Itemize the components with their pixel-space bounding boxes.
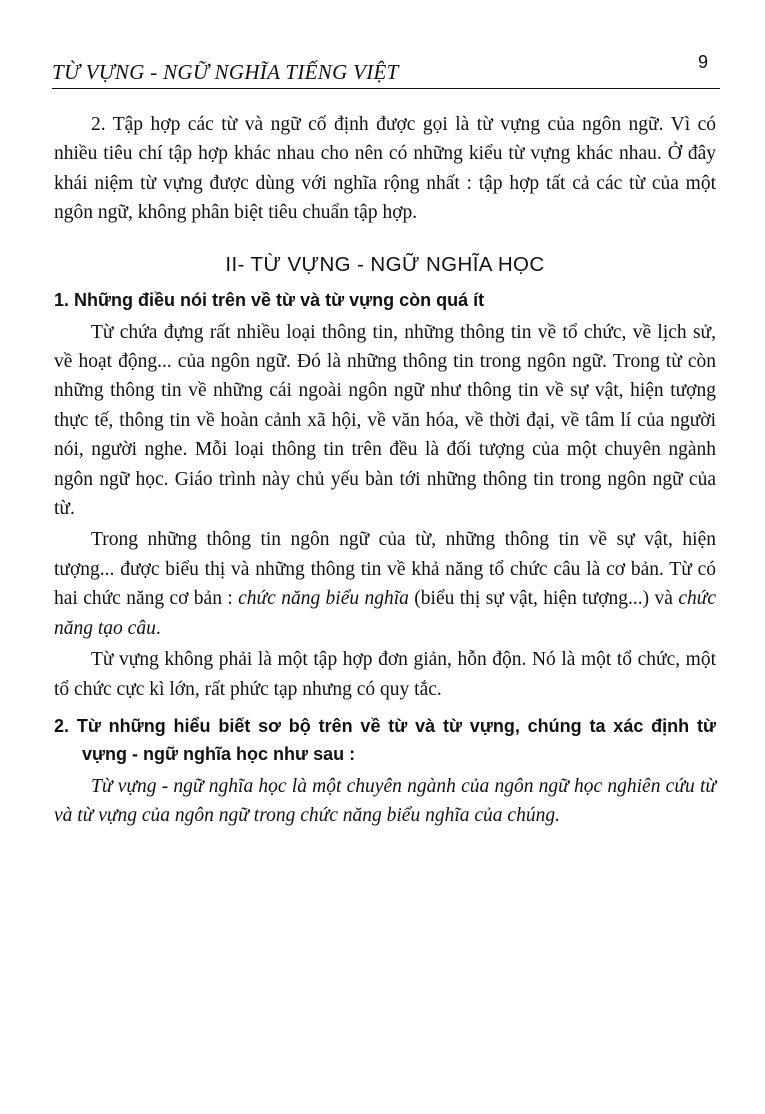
term-bieu-nghia: chức năng biểu nghĩa xyxy=(238,588,409,610)
section-title: II- TỪ VỰNG - NGỮ NGHĨA HỌC xyxy=(225,252,545,276)
paragraph-3-text: Trong những thông tin ngôn ngữ của từ, những thông tin về sự vật, hiện tượng... được biểu thị và những thông tin về khả năng tổ chức câu là cơ bản. Từ có hai chức năng cơ bản : xyxy=(54,529,716,610)
definition-paragraph: Từ vựng - ngữ nghĩa học là một chuyên ngành của ngôn ngữ học nghiên cứu từ và từ vựng của ngôn ngữ trong chức năng biểu nghĩa của chúng. xyxy=(54,775,716,827)
header-title: TỪ VỰNG - NGỮ NGHĨA TIẾNG VIỆT xyxy=(52,60,399,84)
subheading-2: 2. Từ những hiểu biết sơ bộ trên về từ và từ vựng, chúng ta xác định từ vựng - ngữ nghĩa học như sau : xyxy=(54,715,716,764)
page-number: 9 xyxy=(697,52,708,72)
paragraph-3-text-2: (biểu thị sự vật, hiện tượng...) và xyxy=(408,588,679,610)
paragraph-2: Từ chứa đựng rất nhiều loại thông tin, những thông tin về tổ chức, về lịch sử, về hoạt động... của ngôn ngữ. Đó là những thông tin trong ngôn ngữ. Trong từ còn những thông tin về những cái ngoài ngôn ngữ như thông tin về sự vật, hiện tượng thực tế, thông tin về hoàn cảnh xã hội, về văn hóa, về thời đại, về tâm lí của người nói, người nghe. Mỗi loại thông tin trên đều là đối tượng của một chuyên ngành ngôn ngữ học. Giáo trình này chủ yếu bàn tới những thông tin trong ngôn ngữ của từ. xyxy=(54,321,716,520)
running-header xyxy=(52,52,720,89)
paragraph-1: 2. Tập hợp các từ và ngữ cố định được gọi là từ vựng của ngôn ngữ. Vì có nhiều tiêu chí tập hợp khác nhau cho nên có những kiểu từ vựng khác nhau. Ở đây khái niệm từ vựng được dùng với nghĩa rộng nhất : tập hợp tất cả các từ của một ngôn ngữ, không phân biệt tiêu chuẩn tập hợp. xyxy=(54,114,716,224)
term-tao-cau: chức năng tạo câu xyxy=(54,588,717,639)
paragraph-3-end: . xyxy=(155,617,161,639)
page-body xyxy=(54,110,716,831)
subheading-1: 1. Những điều nói trên về từ và từ vựng còn quá ít xyxy=(54,289,485,310)
paragraph-4: Từ vựng không phải là một tập hợp đơn giản, hỗn độn. Nó là một tổ chức, một tổ chức cực kì lớn, rất phức tạp nhưng có quy tắc. xyxy=(54,649,716,700)
paragraph-3 xyxy=(54,525,716,643)
